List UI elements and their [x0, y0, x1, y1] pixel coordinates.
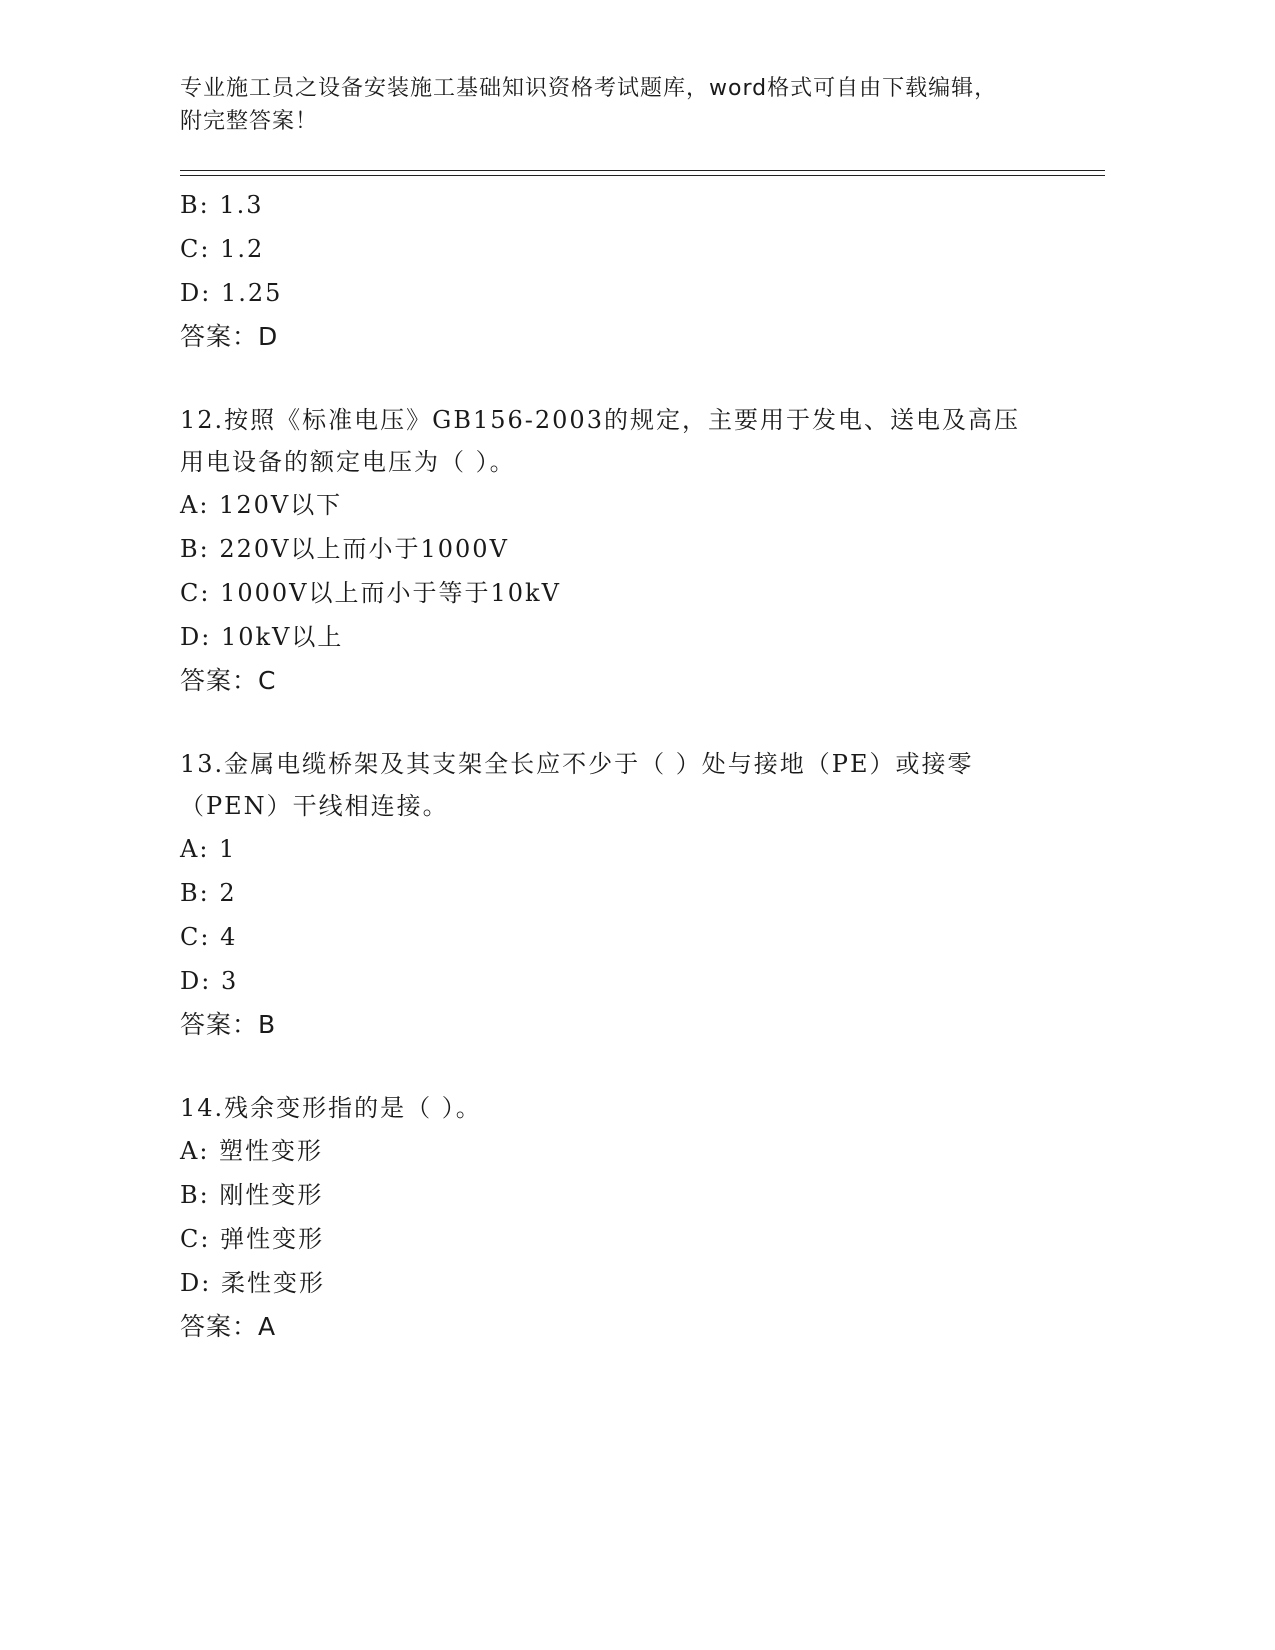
option-c: C: 1.2: [180, 235, 265, 263]
question-13-block: [180, 743, 1080, 827]
option-b: B: 1.3: [180, 191, 264, 219]
option-a: A: 120V以下: [180, 491, 343, 519]
option-d: D: 柔性变形: [180, 1269, 325, 1297]
question-12-options: [180, 483, 1080, 703]
question-text: 12.按照《标准电压》GB156-2003的规定，主要用于发电、送电及高压: [180, 406, 1020, 434]
option-b: B: 刚性变形: [180, 1181, 324, 1209]
question-text: （PEN）干线相连接。: [180, 792, 449, 820]
question-text: 14.残余变形指的是（ ）。: [180, 1094, 482, 1122]
option-c: C: 4: [180, 923, 238, 951]
header-line-1: 专业施工员之设备安装施工基础知识资格考试题库，word格式可自由下载编辑，: [180, 76, 998, 101]
answer-line: 答案：B: [180, 1010, 277, 1039]
answer-line: 答案：C: [180, 666, 277, 695]
option-b: B: 2: [180, 879, 237, 907]
option-a: A: 塑性变形: [180, 1137, 324, 1165]
option-a: A: 1: [180, 835, 237, 863]
header-divider-top: [180, 170, 1105, 171]
question-text: 用电设备的额定电压为（ ）。: [180, 448, 516, 476]
option-b: B: 220V以上而小于1000V: [180, 535, 509, 563]
option-c: C: 弹性变形: [180, 1225, 325, 1253]
option-d: D: 10kV以上: [180, 623, 344, 651]
option-d: D: 3: [180, 967, 239, 995]
document-header: [180, 72, 1060, 138]
question-13-options: [180, 827, 1080, 1047]
question-14-block: [180, 1087, 1080, 1129]
option-d: D: 1.25: [180, 279, 283, 307]
option-c: C: 1000V以上而小于等于10kV: [180, 579, 561, 607]
question-12-block: [180, 399, 1080, 483]
header-line-2: 附完整答案！: [180, 109, 319, 134]
question-text: 13.金属电缆桥架及其支架全长应不少于（ ）处与接地（PE）或接零: [180, 750, 974, 778]
answer-line: 答案：A: [180, 1312, 277, 1341]
question-list: [180, 183, 1080, 1349]
partial-question-block: [180, 183, 1080, 359]
answer-line: 答案：D: [180, 322, 279, 351]
question-14-options: [180, 1129, 1080, 1349]
header-divider-bottom: [180, 175, 1105, 176]
